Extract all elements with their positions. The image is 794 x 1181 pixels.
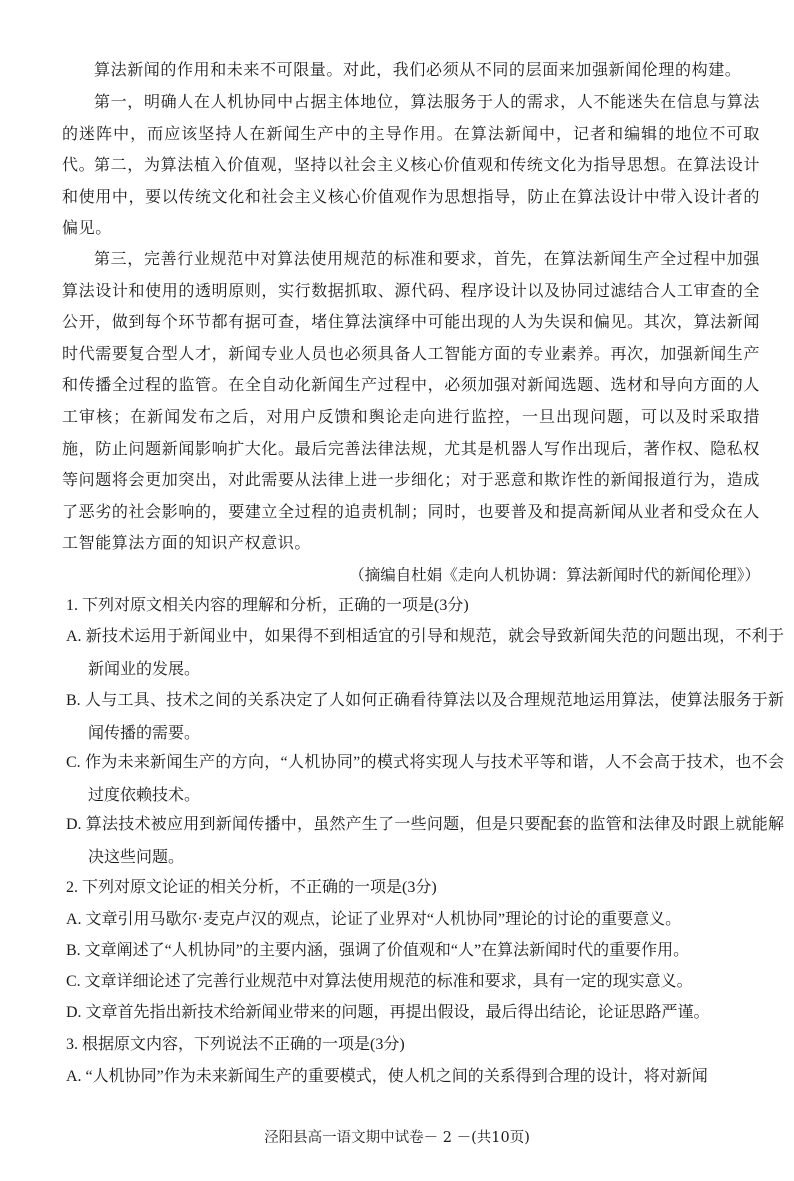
question-2-stem: 2. 下列对原文论证的相关分析，不正确的一项是(3分) — [66, 879, 437, 896]
passage-paragraph-4: 第三，完善行业规范中对算法使用规范的标准和要求，首先，在算法新闻生产全过程中加强算法设计和使用的透明原则，实行数据抓取、源代码、程序设计以及协同过滤结合人工审查的全公开，做到每个环节都有据可查，堵住算法演绎中可能出现的人为失误和偏见。其次，算法新闻时代需要复合型人才，新闻专业人员也必须具备人工智能方面的专业素养。再次，加强新闻生产和传播全过程的监管。在全自动化新闻生产过程中，必须加强对新闻选题、选材和导向方面的人工审核；在新闻发布之后，对用户反馈和舆论走向进行监控，一旦出现问题，可以及时采取措施，防止问题新闻影响扩大化。最后完善法律法规，尤其是机器人写作出现后，著作权、隐私权等问题将会更加突出，对此需要从法律上进一步细化；对于恶意和欺诈性的新闻报道行为，造成了恶劣的社会影响的，要建立全过程的追责机制；同时，也要普及和提高新闻从业者和受众在人工智能算法方面的知识产权意识。 — [62, 249, 760, 553]
question-1-option-d: D. 算法技术被应用到新闻传播中，虽然产生了一些问题，但是只要配套的监管和法律及时跟上就能解决这些问题。 — [66, 816, 784, 866]
question-1-stem: 1. 下列对原文相关内容的理解和分析，正确的一项是(3分) — [66, 597, 469, 614]
passage-paragraph-1: 算法新闻的作用和未来不可限量。对此，我们必须从不同的层面来加强新闻伦理的构建。 — [94, 60, 742, 79]
question-2-option-d: D. 文章首先指出新技术给新闻业带来的问题，再提出假设，最后得出结论，论证思路严谨。 — [66, 1004, 710, 1021]
question-1-option-a: A. 新技术运用于新闻业中，如果得不到相适宜的引导和规范，就会导致新闻失范的问题出现，不利于新闻业的发展。 — [66, 628, 784, 678]
question-3-stem: 3. 根据原文内容，下列说法不正确的一项是(3分) — [66, 1036, 405, 1053]
passage-paragraph-3: 第二，为算法植入价值观，坚持以社会主义核心价值观和传统文化为指导思想。在算法设计和使用中，要以传统文化和社会主义核心价值观作为思想指导，防止在算法设计中带入设计者的偏见。 — [62, 155, 760, 238]
passage-paragraph-2: 第一，明确人在人机协同中占据主体地位，算法服务于人的需求，人不能迷失在信息与算法的迷阵中，而应该坚持人在新闻生产中的主导作用。在算法新闻中，记者和编辑的地位不可取代。 — [62, 92, 760, 175]
question-1-option-c: C. 作为未来新闻生产的方向，“人机协同”的模式将实现人与技术平等和谐，人不会高于技术，也不会过度依赖技术。 — [66, 754, 784, 804]
question-1-option-b: B. 人与工具、技术之间的关系决定了人如何正确看待算法以及合理规范地运用算法，使算法服务于新闻传播的需要。 — [66, 692, 784, 742]
question-2-option-b: B. 文章阐述了“人机协同”的主要内涵，强调了价值观和“人”在算法新闻时代的重要作用。 — [66, 942, 690, 959]
page-footer: 泾阳县高一语文期中试卷－ 2 －(共10页) — [264, 1130, 530, 1146]
question-3-option-a: A. “人机协同”作为未来新闻生产的重要模式，使人机之间的关系得到合理的设计，将对新闻 — [66, 1068, 708, 1085]
passage-source-citation: （摘编自杜娟《走向人机协调：算法新闻时代的新闻伦理》） — [349, 566, 760, 584]
question-2-option-c: C. 文章详细论述了完善行业规范中对算法使用规范的标准和要求，具有一定的现实意义。 — [66, 973, 693, 990]
question-2-option-a: A. 文章引用马歇尔·麦克卢汉的观点，论证了业界对“人机协同”理论的讨论的重要意义。 — [66, 911, 682, 928]
